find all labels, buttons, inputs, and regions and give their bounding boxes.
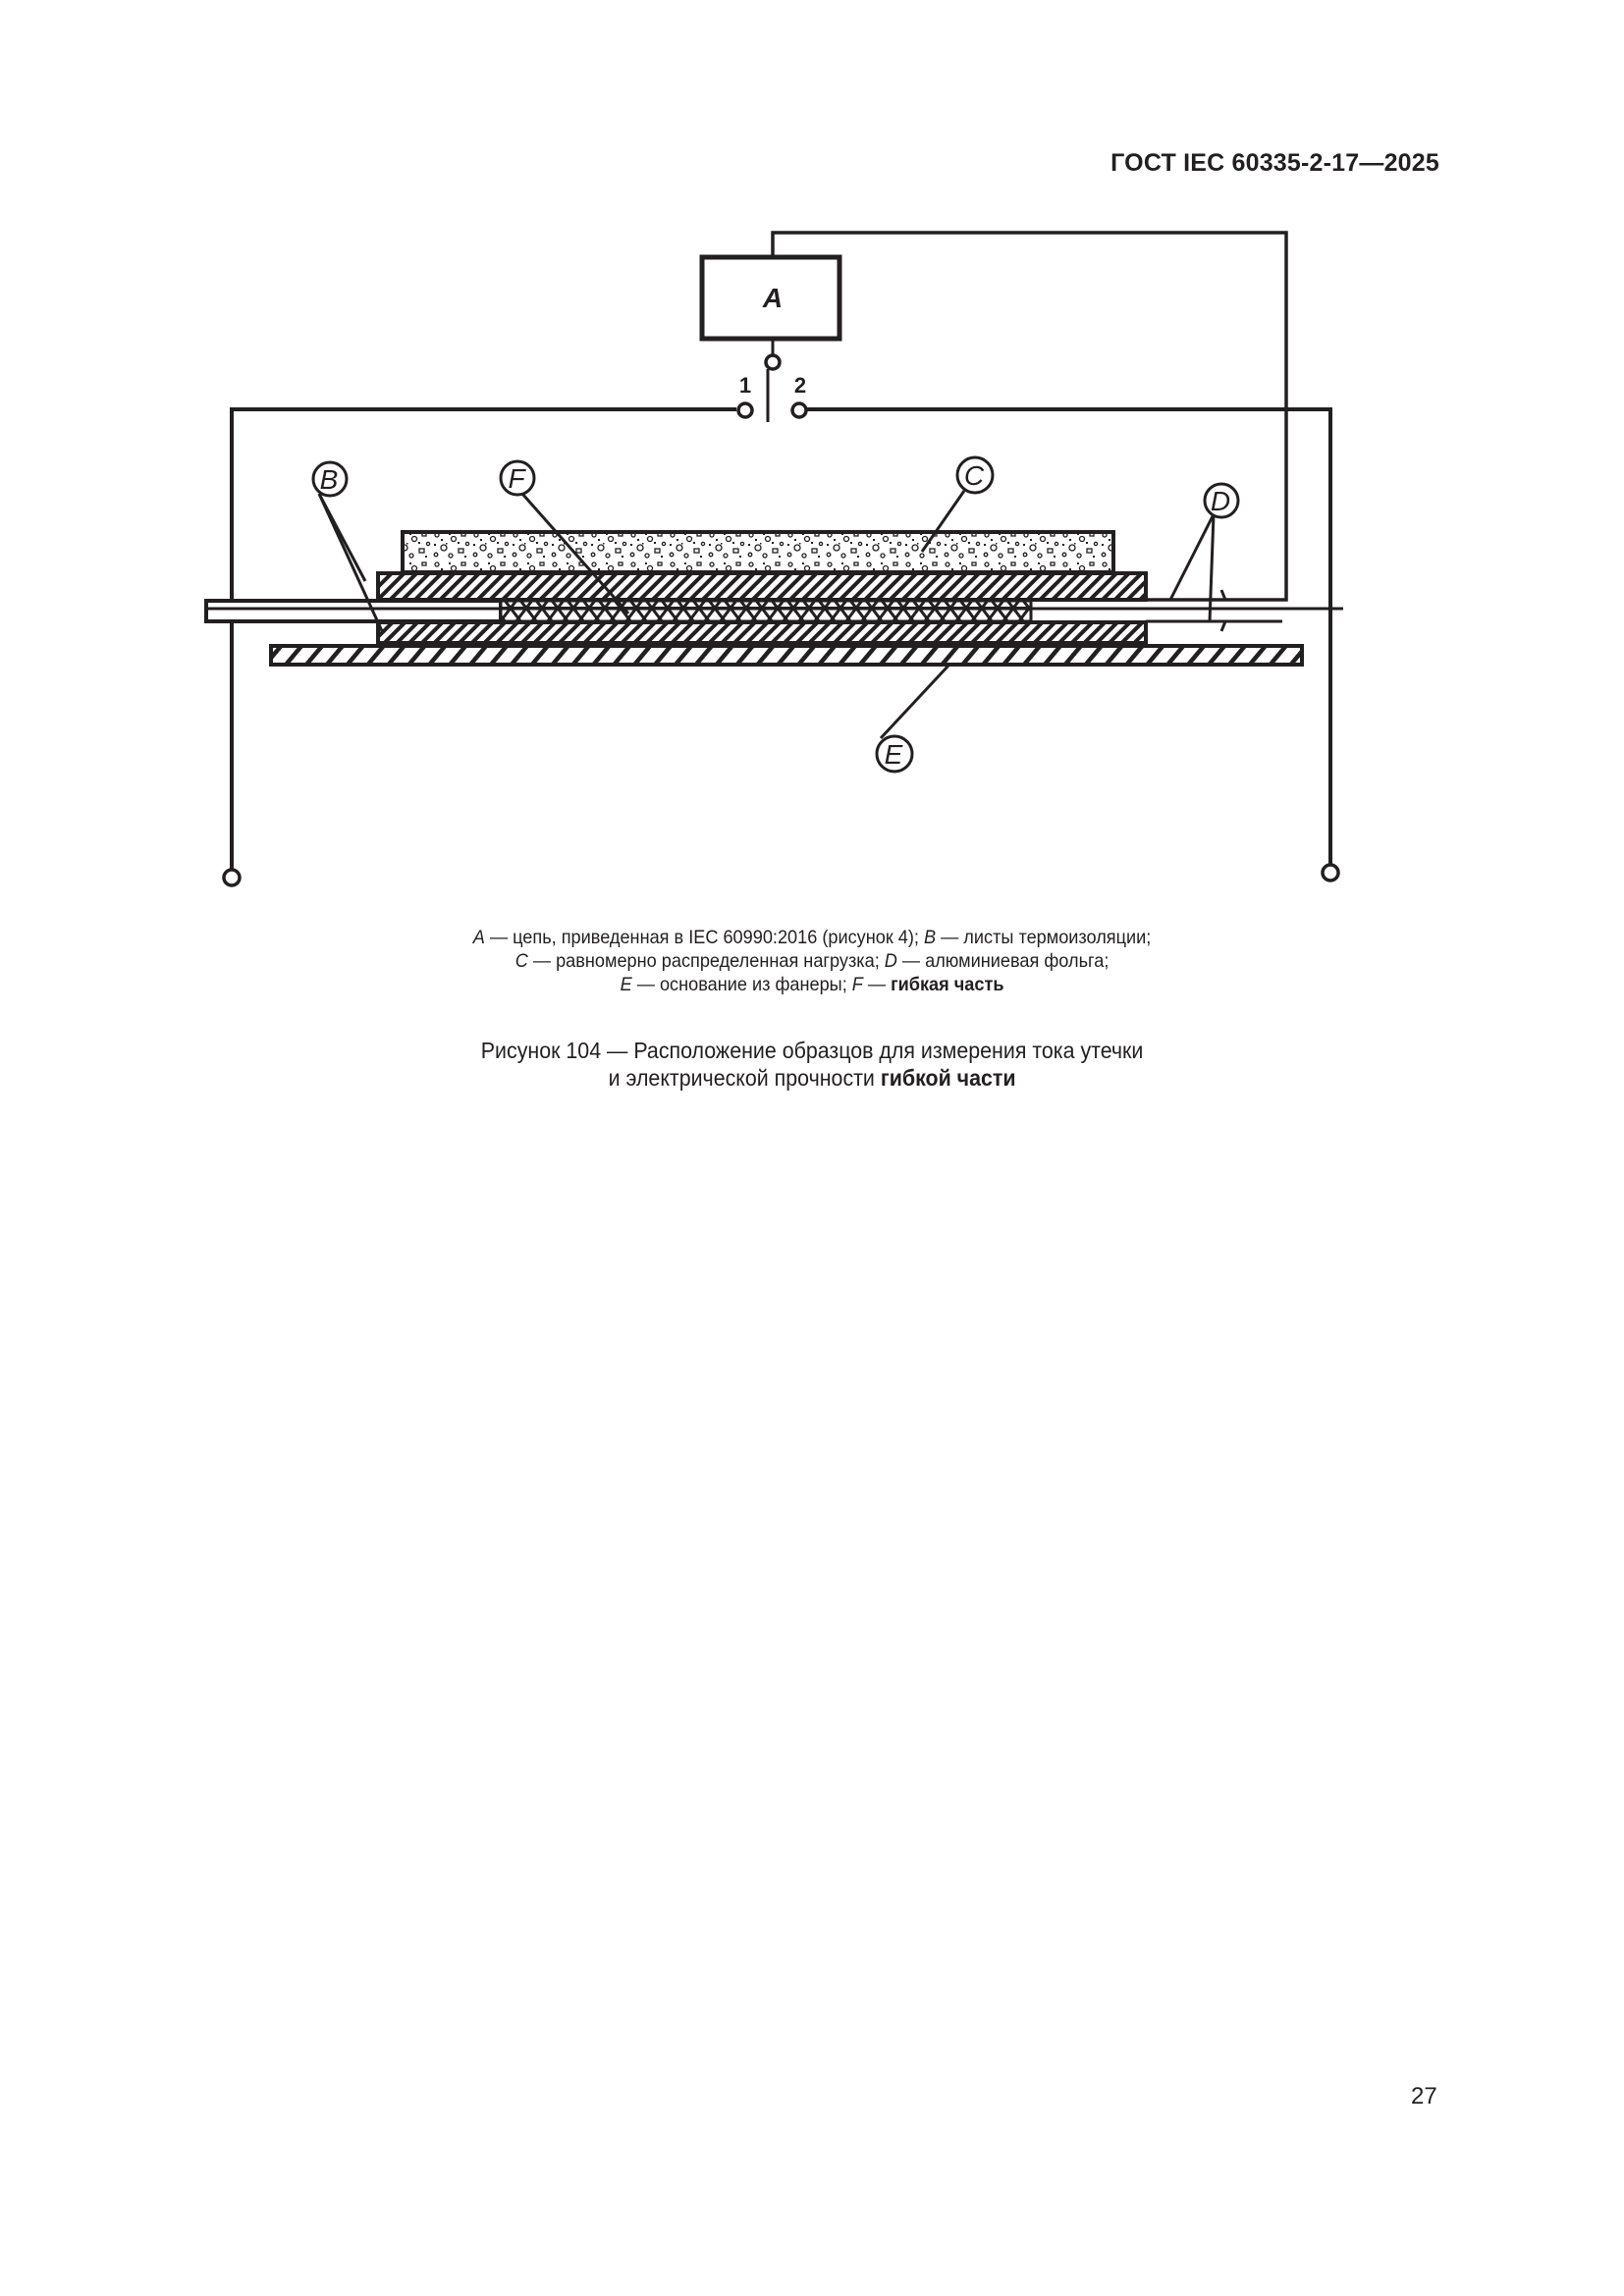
caption-line-2 xyxy=(57,1064,1567,1092)
legend-line-2 xyxy=(57,949,1567,973)
legend-key-c: C xyxy=(514,950,528,972)
layer-e-plywood-base xyxy=(271,646,1302,665)
layer-b-upper-insulation xyxy=(378,573,1146,600)
callout-b xyxy=(313,462,347,496)
legend-text-f-bold: гибкая часть xyxy=(891,974,1004,995)
figure-caption xyxy=(57,1037,1567,1092)
standard-header: ГОСТ IEC 60335-2-17—2025 xyxy=(1110,149,1439,177)
callout-e xyxy=(877,736,912,772)
caption-line-2-text: и электрической прочности xyxy=(608,1065,881,1091)
circuit-box-label: A xyxy=(762,283,784,313)
callout-d-letter: D xyxy=(1210,486,1231,516)
legend-key-f: F xyxy=(851,974,863,995)
terminal-1-label: 1 xyxy=(738,373,752,398)
callout-c-letter: C xyxy=(963,460,985,491)
layer-c-load xyxy=(403,532,1113,572)
legend-key-a: A xyxy=(472,927,485,948)
callout-f xyxy=(501,461,534,495)
callout-c xyxy=(957,457,993,493)
flexible-part-lead xyxy=(206,601,501,621)
legend-text-a: — цепь, приведенная в IEC 60990:2016 (рисунок 4); xyxy=(484,927,924,948)
test-arrangement-diagram xyxy=(0,0,1624,903)
legend-text-d: — алюминиевая фольга; xyxy=(896,950,1110,972)
legend-text-c: — равномерно распределенная нагрузка; xyxy=(527,950,885,972)
callout-b-letter: B xyxy=(319,464,339,495)
legend-key-b: B xyxy=(923,927,937,948)
figure-legend xyxy=(57,926,1567,996)
legend-text-b: — листы термоизоляции; xyxy=(936,927,1152,948)
legend-line-3 xyxy=(57,973,1567,996)
legend-key-d: D xyxy=(884,950,897,972)
legend-text-f: — xyxy=(862,974,892,995)
terminal-2-label: 2 xyxy=(793,373,807,398)
legend-key-e: E xyxy=(620,974,632,995)
legend-text-e: — основание из фанеры; xyxy=(631,974,852,995)
page-number: 27 xyxy=(1411,2083,1437,2109)
caption-line-1: Рисунок 104 — Расположение образцов для измерения тока утечки xyxy=(480,1038,1144,1063)
layer-b-lower-insulation xyxy=(378,622,1146,643)
caption-line-2-bold: гибкой части xyxy=(880,1065,1016,1091)
callout-d xyxy=(1205,484,1238,517)
layer-f-flexible-part xyxy=(501,601,1031,621)
legend-line-1 xyxy=(57,926,1567,949)
callout-f-letter: F xyxy=(508,463,525,494)
callout-e-letter: E xyxy=(884,739,903,770)
